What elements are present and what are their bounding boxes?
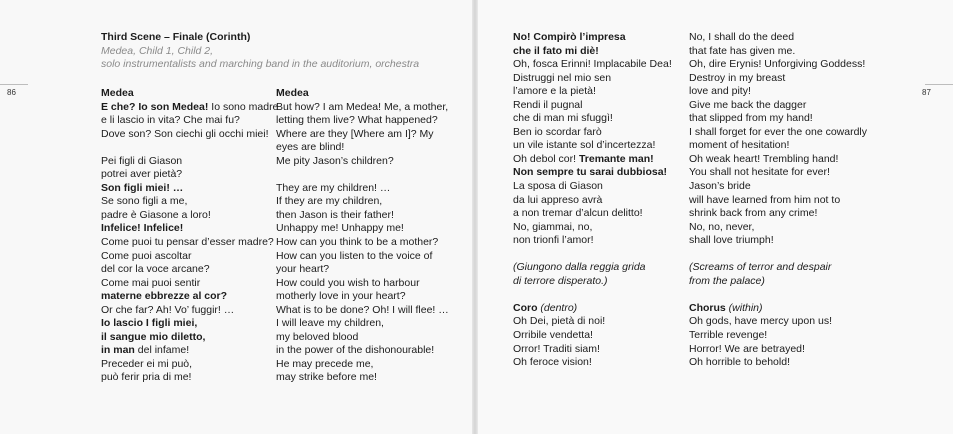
libretto-text: e li lascio in vita? Che mai fu? [101,114,240,127]
libretto-line [276,101,449,115]
libretto-line [689,58,867,72]
libretto-line [101,358,278,372]
libretto-line [513,31,672,45]
libretto-text: He may precede me, [276,357,374,370]
libretto-line [689,85,867,99]
libretto-text: l’amore e la pietà! [513,85,596,98]
libretto-text: Io lascio I figli miei, [101,317,198,330]
libretto-line [689,45,867,59]
libretto-text: in the power of the dishonourable! [276,344,435,357]
libretto-line [513,275,672,289]
libretto-line [689,221,867,235]
libretto-text: Distruggi nel mio sen [513,71,612,84]
libretto-text: Infelice! Infelice! [101,222,184,235]
libretto-text: Come mai puoi sentir [101,276,201,289]
margin-rule-left [0,84,28,85]
libretto-text: I shall forget for ever the one cowardly [689,125,868,138]
libretto-text: Come puoi ascoltar [101,249,192,262]
libretto-text: del cor la voce arcane? [101,263,210,276]
libretto-text: love and pity! [689,85,751,98]
libretto-line [101,222,278,236]
libretto-line [101,317,278,331]
libretto-line [689,139,867,153]
libretto-line [513,248,672,262]
libretto-line [689,288,867,302]
book-spine [472,0,478,434]
libretto-line [101,182,278,196]
libretto-line [101,195,278,209]
libretto-text: may strike before me! [276,371,377,384]
libretto-text: Orror! Traditi siam! [513,342,600,355]
libretto-line [276,182,449,196]
libretto-line [689,194,867,208]
libretto-line [101,141,278,155]
libretto-line [276,195,449,209]
libretto-text: Medea [101,87,134,99]
libretto-text: in man [101,344,135,357]
libretto-line [276,114,449,128]
libretto-line [689,248,867,262]
libretto-text: può ferir pria di me! [101,371,192,384]
libretto-text: (Screams of terror and despair [689,261,832,274]
libretto-line [276,263,449,277]
libretto-text: No, I shall do the deed [689,31,795,43]
libretto-line [276,168,449,182]
libretto-text: How can you listen to the voice of [276,249,433,262]
libretto-line [276,304,449,318]
libretto-text: from the palace) [689,274,765,287]
libretto-text: del infame! [134,344,190,357]
libretto-line [101,277,278,291]
libretto-text: moment of hesitation! [689,139,790,152]
libretto-line [101,209,278,223]
libretto-text: un vile istante sol d’incertezza! [513,139,656,152]
libretto-text: eyes are blind! [276,141,345,154]
italian-libretto-column-left [101,87,278,385]
libretto-line [513,99,672,113]
libretto-text: Son figli miei! … [101,181,184,194]
libretto-text: materne ebbrezze al cor? [101,290,228,303]
scene-subtitle-line: Medea, Child 1, Child 2, [101,44,214,57]
libretto-line [101,168,278,182]
libretto-line [689,180,867,194]
libretto-line [689,31,867,45]
libretto-line [101,155,278,169]
libretto-line [276,141,449,155]
libretto-line [689,99,867,113]
libretto-line [276,250,449,264]
libretto-line [689,207,867,221]
libretto-line [689,112,867,126]
libretto-line [513,315,672,329]
libretto-text: Come puoi tu pensar d’esser madre? [101,236,274,249]
libretto-text: Oh weak heart! Trembling hand! [689,152,839,165]
libretto-line [276,222,449,236]
italian-libretto-column-right [513,31,672,370]
libretto-line [513,221,672,235]
libretto-text: Oh gods, have mercy upon us! [689,315,832,328]
page-number-right: 87 [922,88,931,97]
libretto-text: then Jason is their father! [276,208,394,221]
libretto-line [513,261,672,275]
libretto-line [689,315,867,329]
libretto-text: Oh horrible to behold! [689,356,790,369]
margin-rule-right [925,84,953,85]
libretto-text: a non tremar d’alcun delitto! [513,207,643,220]
libretto-line [513,58,672,72]
libretto-text: No, giammai, no, [513,220,593,233]
libretto-line [689,126,867,140]
libretto-line [689,329,867,343]
libretto-line [513,234,672,248]
libretto-text: letting them live? What happened? [276,114,438,127]
libretto-text: No! Compirò l’impresa [513,31,626,43]
libretto-line [276,277,449,291]
libretto-line [689,153,867,167]
libretto-text: shall love triumph! [689,234,774,247]
libretto-text: Orribile vendetta! [513,329,593,342]
libretto-text: No, no, never, [689,220,755,233]
libretto-text: Terrible revenge! [689,329,768,342]
libretto-text: (within) [725,301,763,314]
libretto-text: They are my children! … [276,181,391,194]
libretto-line [513,126,672,140]
libretto-line [276,128,449,142]
libretto-line [276,317,449,331]
libretto-text: E che? Io son Medea! [101,100,209,113]
libretto-line [513,85,672,99]
libretto-text: che il fato mi diè! [513,44,599,57]
libretto-text: Oh, fosca Erinni! Implacabile Dea! [513,58,672,71]
libretto-text: my beloved blood [276,330,359,343]
libretto-line [689,234,867,248]
libretto-line [276,371,449,385]
libretto-text: padre è Giasone a loro! [101,208,211,221]
libretto-line [689,275,867,289]
libretto-text: Pei figli di Giason [101,154,183,167]
libretto-line [101,344,278,358]
libretto-line [101,290,278,304]
libretto-text: Tremante man! [578,152,654,165]
libretto-text: Non sempre tu sarai dubbiosa! [513,166,668,179]
libretto-line [689,356,867,370]
libretto-text: Preceder ei mi può, [101,357,193,370]
libretto-text: che di man mi sfuggì! [513,112,613,125]
libretto-text: your heart? [276,263,330,276]
libretto-line [513,207,672,221]
libretto-line [513,112,672,126]
libretto-line [276,155,449,169]
libretto-line [276,87,449,101]
libretto-line [513,356,672,370]
libretto-text: Rendi il pugnal [513,98,583,111]
libretto-text: di terrore disperato.) [513,274,608,287]
libretto-text: will have learned from him not to [689,193,841,206]
libretto-text: that fate has given me. [689,44,796,57]
libretto-text: How could you wish to harbour [276,276,420,289]
libretto-text: shrink back from any crime! [689,207,818,220]
libretto-line [276,358,449,372]
libretto-text: Where are they [Where am I]? My [276,127,434,140]
libretto-text: How can you think to be a mother? [276,236,439,249]
libretto-text: La sposa di Giason [513,180,603,193]
libretto-text: But how? I am Medea! Me, a mother, [276,100,449,113]
libretto-text: Dove son? Son ciechi gli occhi miei! [101,127,269,140]
page-number-left: 86 [7,88,16,97]
libretto-text: Oh Dei, pietà di noi! [513,315,606,328]
libretto-line [101,128,278,142]
libretto-line [513,153,672,167]
libretto-line [276,290,449,304]
libretto-text: What is to be done? Oh! I will flee! … [276,303,449,316]
libretto-text: Coro [513,301,538,314]
english-translation-column-left [276,87,449,385]
libretto-line [101,250,278,264]
libretto-line [513,166,672,180]
libretto-text: potrei aver pietà? [101,168,183,181]
libretto-text: Unhappy me! Unhappy me! [276,222,404,235]
libretto-line [276,331,449,345]
libretto-line [101,87,278,101]
scene-heading [101,31,441,72]
libretto-line [513,329,672,343]
libretto-text: motherly love in your heart? [276,290,406,303]
libretto-text: non trionfi l’amor! [513,234,594,247]
libretto-line [101,236,278,250]
libretto-line [276,236,449,250]
libretto-text: Or che far? Ah! Vo’ fuggir! … [101,303,235,316]
libretto-line [513,72,672,86]
libretto-text: Se sono figli a me, [101,195,188,208]
libretto-line [101,331,278,345]
libretto-line [101,101,278,115]
libretto-line [513,343,672,357]
libretto-line [276,209,449,223]
libretto-text: that slipped from my hand! [689,112,813,125]
libretto-line [513,45,672,59]
libretto-text: If they are my children, [276,195,383,208]
libretto-text: Horror! We are betrayed! [689,342,805,355]
libretto-line [513,194,672,208]
libretto-line [689,261,867,275]
libretto-line [513,139,672,153]
english-translation-column-right [689,31,867,370]
libretto-line [513,302,672,316]
libretto-text: Me pity Jason’s children? [276,154,394,167]
libretto-text: You shall not hesitate for ever! [689,166,830,179]
libretto-line [101,263,278,277]
libretto-line [101,371,278,385]
libretto-text: (Giungono dalla reggia grida [513,261,646,274]
libretto-text: Jason’s bride [689,180,751,193]
libretto-line [101,304,278,318]
libretto-text: Give me back the dagger [689,98,807,111]
libretto-line [513,180,672,194]
libretto-line [689,72,867,86]
libretto-text: il sangue mio diletto, [101,330,206,343]
libretto-line [101,114,278,128]
libretto-text: Oh feroce vision! [513,356,592,369]
libretto-text: Medea [276,87,309,99]
libretto-text: I will leave my children, [276,317,384,330]
scene-subtitle-line: solo instrumentalists and marching band in the auditorium, orchestra [101,58,420,70]
libretto-line [513,288,672,302]
libretto-line [689,343,867,357]
scene-title: Third Scene – Finale (Corinth) [101,31,251,43]
libretto-text: Oh debol cor! [513,152,579,165]
libretto-line [276,344,449,358]
libretto-text: Destroy in my breast [689,71,786,84]
libretto-text: Ben io scordar farò [513,125,602,138]
libretto-text: Io sono madre [208,100,279,113]
libretto-line [689,166,867,180]
libretto-text: Chorus [689,301,726,314]
libretto-text: Oh, dire Erynis! Unforgiving Goddess! [689,58,866,71]
libretto-text: (dentro) [537,301,578,314]
libretto-text: da lui appreso avrà [513,193,603,206]
libretto-line [689,302,867,316]
